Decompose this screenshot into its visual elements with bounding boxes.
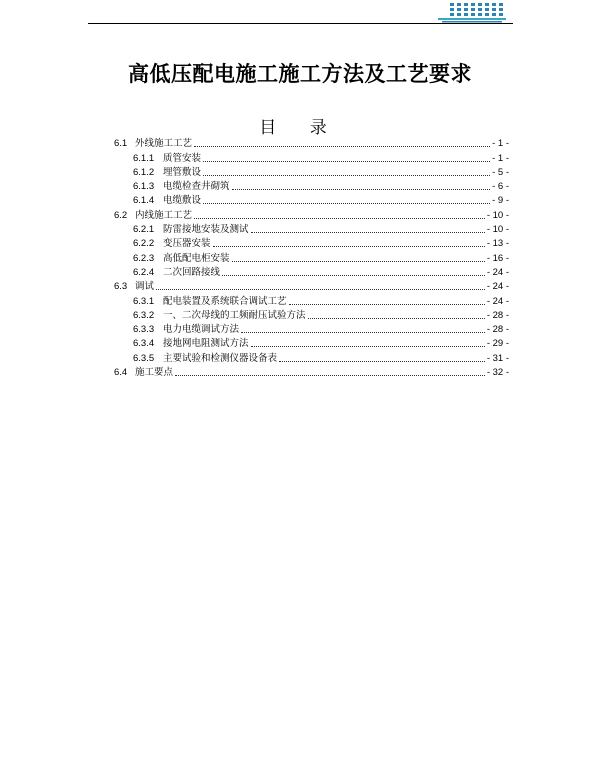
toc-entry[interactable] — [114, 136, 509, 150]
toc-entry-page: - 1 - — [492, 152, 509, 164]
toc-entry-number: 6.1.3 — [133, 181, 155, 193]
toc-entry-number: 6.3.2 — [133, 309, 155, 321]
toc-leader-dots — [213, 246, 485, 247]
toc-entry[interactable] — [114, 250, 509, 264]
toc-entry-number: 6.2.4 — [133, 266, 155, 278]
toc-entry-page: - 31 - — [486, 352, 509, 364]
toc-entry-number: 6.1.4 — [133, 195, 155, 207]
header-rule — [88, 23, 513, 24]
toc-leader-dots — [279, 361, 485, 362]
toc-entry[interactable] — [114, 265, 509, 279]
toc-entry-label: 一、二次母线的工频耐压试验方法 — [163, 309, 306, 321]
toc-entry-number: 6.2 — [114, 209, 128, 221]
toc-entry-label: 质管安装 — [163, 152, 202, 164]
toc-entry-number: 6.1 — [114, 138, 128, 150]
toc-entry-page: - 29 - — [486, 338, 509, 350]
toc-entry-label: 防雷接地安装及测试 — [163, 224, 249, 236]
toc-entry-page: - 28 - — [486, 324, 509, 336]
toc-leader-dots — [251, 346, 485, 347]
toc-entry-page: - 28 - — [486, 309, 509, 321]
toc-entry-page: - 10 - — [486, 224, 509, 236]
toc-entry[interactable] — [114, 236, 509, 250]
toc-entry-label: 电力电缆调试方法 — [163, 324, 240, 336]
toc-entry-page: - 10 - — [486, 209, 509, 221]
toc-entry-label: 外线施工工艺 — [135, 138, 193, 150]
toc-entry-page: - 24 - — [486, 266, 509, 278]
toc-entry-number: 6.1.2 — [133, 166, 155, 178]
toc-leader-dots — [222, 275, 485, 276]
toc-entry-number: 6.3.3 — [133, 324, 155, 336]
toc-entry[interactable] — [114, 350, 509, 364]
toc-leader-dots — [194, 146, 490, 147]
toc-entry-label: 施工要点 — [135, 367, 174, 379]
toc-leader-dots — [203, 175, 490, 176]
toc-entry[interactable] — [114, 293, 509, 307]
toc-entry-label: 主要试验和检测仪器设备表 — [163, 352, 278, 364]
toc-entry-number: 6.3.4 — [133, 338, 155, 350]
toc-entry-label: 电缆检查井砌筑 — [163, 181, 230, 193]
toc-entry[interactable] — [114, 322, 509, 336]
toc-entry-label: 变压器安装 — [163, 238, 211, 250]
toc-entry-number: 6.3 — [114, 281, 128, 293]
toc-entry[interactable] — [114, 336, 509, 350]
toc-entry-page: - 1 - — [492, 138, 509, 150]
toc-entry-page: - 32 - — [486, 367, 509, 379]
document-title: 高低压配电施工施工方法及工艺要求 — [128, 62, 472, 86]
toc-entry[interactable] — [114, 365, 509, 379]
toc-entry-number: 6.2.3 — [133, 252, 155, 264]
toc-entry-label: 内线施工工艺 — [135, 209, 193, 221]
toc-entry-label: 埋管敷设 — [163, 166, 202, 178]
toc-entry-number: 6.4 — [114, 367, 128, 379]
toc-entry-page: - 5 - — [492, 166, 509, 178]
toc-entry[interactable] — [114, 165, 509, 179]
toc-entry-number: 6.3.5 — [133, 352, 155, 364]
toc-entry[interactable] — [114, 279, 509, 293]
toc-entry-label: 调试 — [135, 281, 155, 293]
toc-entry-page: - 24 - — [486, 295, 509, 307]
toc-leader-dots — [203, 161, 490, 162]
toc-entry-page: - 16 - — [486, 252, 509, 264]
toc-entry-page: - 24 - — [486, 281, 509, 293]
toc-entry-page: - 6 - — [492, 181, 509, 193]
toc-leader-dots — [203, 203, 490, 204]
toc-entry-label: 二次回路接线 — [163, 266, 221, 278]
company-logo-icon — [436, 2, 510, 24]
toc-entry[interactable] — [114, 308, 509, 322]
toc-entry-label: 电缆敷设 — [163, 195, 202, 207]
toc-leader-dots — [232, 261, 485, 262]
toc-entry-page: - 9 - — [492, 195, 509, 207]
toc-leader-dots — [194, 218, 485, 219]
toc-leader-dots — [289, 304, 485, 305]
toc-entry[interactable] — [114, 179, 509, 193]
toc-entry[interactable] — [114, 150, 509, 164]
toc-leader-dots — [308, 318, 485, 319]
toc-entry-label: 高低配电柜安装 — [163, 252, 230, 264]
toc-entry[interactable] — [114, 207, 509, 221]
toc-entry-number: 6.3.1 — [133, 295, 155, 307]
toc-entry[interactable] — [114, 222, 509, 236]
toc-entry-label: 接地网电阻测试方法 — [163, 338, 249, 350]
toc-entry-page: - 13 - — [486, 238, 509, 250]
toc-leader-dots — [232, 189, 491, 190]
toc-entry[interactable] — [114, 193, 509, 207]
toc-leader-dots — [175, 375, 485, 376]
toc-entry-number: 6.2.1 — [133, 224, 155, 236]
toc-heading: 目 录 — [259, 118, 341, 138]
toc-leader-dots — [241, 332, 485, 333]
toc-entry-label: 配电装置及系统联合调试工艺 — [163, 295, 287, 307]
table-of-contents — [114, 136, 509, 379]
toc-leader-dots — [156, 289, 485, 290]
toc-entry-number: 6.2.2 — [133, 238, 155, 250]
toc-entry-number: 6.1.1 — [133, 152, 155, 164]
toc-leader-dots — [251, 232, 485, 233]
